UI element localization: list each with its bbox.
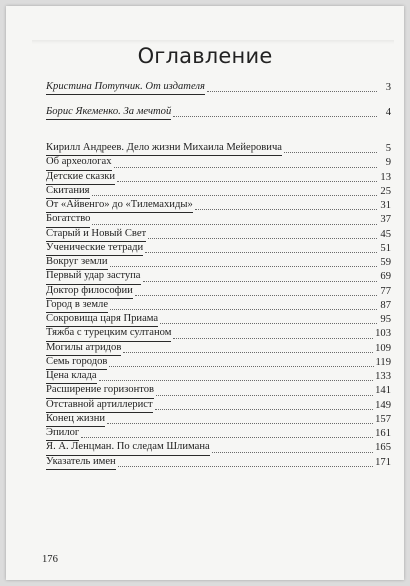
dot-leader — [110, 309, 377, 310]
toc-entry — [46, 242, 391, 256]
toc-entry-page: 25 — [380, 185, 391, 197]
dot-leader — [145, 252, 377, 253]
toc-entry-title: Я. А. Ленцман. По следам Шлимана — [46, 440, 210, 455]
toc-entry-page: 165 — [375, 442, 391, 454]
toc-entry-page: 149 — [375, 399, 391, 411]
toc-entry — [46, 456, 391, 470]
dot-leader — [135, 295, 377, 296]
toc-entry-title: Старый и Новый Свет — [46, 227, 146, 242]
toc-entry-title: Указатель имен — [46, 455, 116, 470]
toc-entry-title: Эпилог — [46, 426, 79, 441]
dot-leader — [143, 281, 377, 282]
toc-entry-title: От «Айвенго» до «Тилемахиды» — [46, 198, 193, 213]
toc-entry-title: Сокровища царя Приама — [46, 312, 158, 327]
toc-entry-page: 157 — [375, 413, 391, 425]
toc-entry — [46, 327, 391, 341]
toc-entry — [46, 299, 391, 313]
toc-entry-page: 45 — [380, 228, 391, 240]
toc-entry-title: Ученические тетради — [46, 241, 143, 256]
dot-leader — [92, 224, 377, 225]
toc-entry-title: Тяжба с турецким султаном — [46, 326, 171, 341]
toc-entry-title: Кристина Потупчик. От издателя — [46, 79, 205, 95]
toc-entry-title: Отставной артиллерист — [46, 398, 153, 413]
toc-entry-title: Богатство — [46, 212, 90, 227]
toc-entry-page: 13 — [380, 171, 391, 183]
dot-leader — [173, 116, 377, 117]
toc-entry — [46, 313, 391, 327]
dot-leader — [212, 452, 373, 453]
toc-entry-page: 141 — [375, 385, 391, 397]
toc-entry-title: Семь городов — [46, 355, 107, 370]
toc-entry — [46, 199, 391, 213]
toc-entry-page: 109 — [375, 342, 391, 354]
dot-leader — [173, 338, 373, 339]
dot-leader — [195, 209, 377, 210]
dot-leader — [207, 91, 377, 92]
toc-entry-title: Расширение горизонтов — [46, 383, 154, 398]
toc-entry-page: 119 — [375, 356, 391, 368]
toc-entry — [46, 213, 391, 227]
toc-entry — [46, 270, 391, 284]
page-title: Оглавление — [137, 44, 273, 68]
dot-leader — [110, 266, 377, 267]
dot-leader — [99, 380, 374, 381]
toc-entry-page: 51 — [380, 242, 391, 254]
dot-leader — [81, 437, 373, 438]
toc-entry-title: Вокруг земли — [46, 255, 108, 270]
toc-entry-page: 31 — [380, 200, 391, 211]
toc-entry-page: 3 — [385, 82, 391, 93]
toc-entry — [46, 356, 391, 370]
toc-entry-title: Город в земле — [46, 298, 108, 313]
dot-leader — [123, 352, 373, 353]
toc-entry — [46, 399, 391, 413]
dot-leader — [155, 409, 374, 410]
toc-entry-page: 37 — [380, 214, 391, 226]
dot-leader — [117, 181, 377, 182]
toc-entry-title: Об археологах — [46, 155, 112, 170]
toc-entry-page: 59 — [380, 257, 391, 268]
toc-entry — [46, 185, 391, 199]
toc-entry — [46, 413, 391, 427]
dot-leader — [148, 238, 377, 239]
toc-entry — [46, 171, 391, 185]
toc-entry-page: 4 — [385, 107, 391, 118]
chapter-list — [46, 142, 391, 470]
toc-entry-page: 161 — [375, 428, 391, 439]
dot-leader — [118, 466, 373, 467]
toc-entry-title: Скитания — [46, 184, 90, 199]
toc-entry — [46, 427, 391, 441]
toc-entry — [46, 384, 391, 398]
dot-leader — [284, 152, 377, 153]
toc-entry — [46, 156, 391, 170]
toc-entry-title: Детские сказки — [46, 170, 115, 185]
front-matter-list — [46, 80, 391, 120]
toc-entry-page: 95 — [380, 314, 391, 325]
toc-entry — [46, 342, 391, 356]
toc-entry-page: 77 — [380, 285, 391, 297]
toc-entry-page: 69 — [380, 271, 391, 283]
toc-entry-title: Доктор философии — [46, 284, 133, 299]
toc-entry-title: Борис Якеменко. За мечтой — [46, 104, 171, 120]
toc-entry-front — [46, 80, 391, 95]
toc-entry — [46, 370, 391, 384]
toc-entry-title: Первый удар заступа — [46, 269, 141, 284]
toc-entry-page: 87 — [380, 299, 391, 311]
toc-entry — [46, 285, 391, 299]
table-of-contents — [46, 80, 391, 470]
page-number: 176 — [42, 554, 58, 565]
toc-entry-page: 171 — [375, 456, 391, 468]
dot-leader — [92, 195, 377, 196]
toc-entry-title: Цена клада — [46, 369, 97, 384]
toc-entry-front — [46, 105, 391, 120]
dot-leader — [109, 366, 373, 367]
dot-leader — [114, 167, 377, 168]
toc-entry-page: 103 — [375, 328, 391, 340]
toc-entry — [46, 142, 391, 156]
dot-leader — [160, 323, 377, 324]
toc-entry-title: Кирилл Андреев. Дело жизни Михаила Мейеровича — [46, 141, 282, 156]
toc-entry-page: 133 — [375, 371, 391, 382]
toc-entry-title: Могилы атридов — [46, 341, 121, 356]
toc-entry — [46, 441, 391, 455]
dot-leader — [107, 423, 373, 424]
book-page — [6, 6, 404, 580]
toc-entry-page: 9 — [385, 157, 391, 169]
dot-leader — [156, 395, 373, 396]
toc-entry — [46, 256, 391, 270]
toc-entry-title: Конец жизни — [46, 412, 105, 427]
toc-entry-page: 5 — [385, 143, 391, 154]
toc-entry — [46, 228, 391, 242]
